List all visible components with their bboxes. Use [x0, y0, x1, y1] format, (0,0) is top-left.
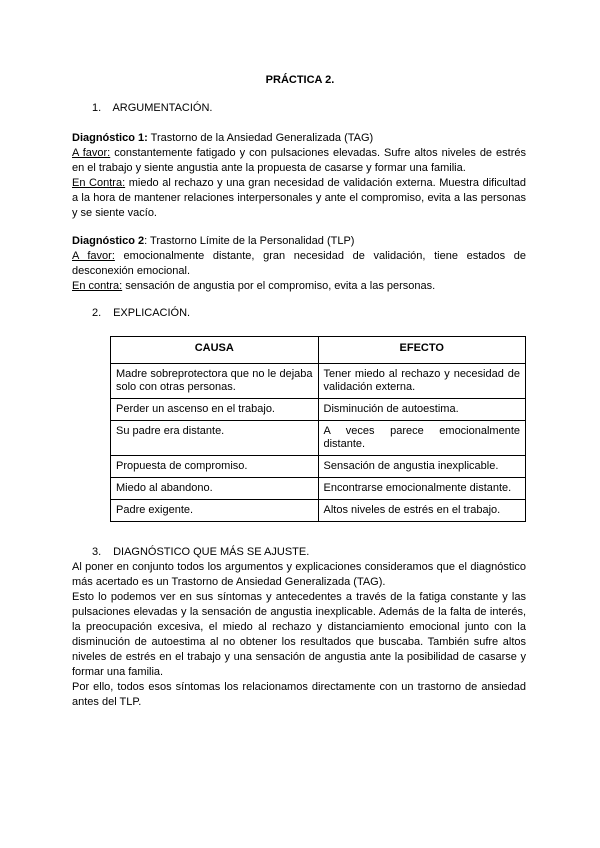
favor-label: A favor:	[72, 147, 111, 159]
diagnosis-1-name: Trastorno de la Ansiedad Generalizada (TAG)	[147, 132, 374, 144]
section-heading-explicacion	[92, 306, 190, 321]
cause-cell: Su padre era distante.	[111, 421, 319, 456]
section-title: ARGUMENTACIÓN.	[112, 102, 213, 114]
contra-text: sensación de angustia por el compromiso, evita a las personas.	[122, 280, 436, 292]
diagnosis-2-contra	[72, 279, 526, 294]
favor-text: constantemente fatigado y con pulsaciones elevadas. Sufre altos niveles de estrés en el trabajo y siente angustia ante la propuesta de casarse y formar una familia.	[72, 147, 527, 174]
table-row	[111, 478, 526, 500]
favor-label: A favor:	[72, 250, 115, 262]
section-heading-diagnostico	[92, 545, 309, 560]
cause-effect-table	[110, 336, 526, 522]
diagnosis-2-label: Diagnóstico 2	[72, 235, 145, 247]
conclusion-paragraph-3: Por ello, todos esos síntomas los relacionamos directamente con un trastorno de ansiedad antes del TLP.	[72, 681, 526, 708]
conclusion-paragraph-1: Al poner en conjunto todos los argumentos y explicaciones consideramos que el diagnóstico más acertado es un Trastorno de Ansiedad Generalizada (TAG).	[72, 561, 526, 588]
contra-text: miedo al rechazo y una gran necesidad de validación externa. Muestra dificultad a la hora de mantener relaciones interpersonales y ante el compromiso, evita a las personas y se siente vacío.	[72, 177, 526, 219]
section-heading-argumentacion	[92, 101, 212, 116]
column-header-efecto: EFECTO	[318, 337, 526, 364]
conclusion-paragraph-2: Esto lo podemos ver en sus síntomas y antecedentes a través de la fatiga constante y las pulsaciones elevadas y la sensación de angustia inexplicable. Además de la falta de interés, la preocupación excesiva, el miedo al rechazo y distanciamiento emocional junto con la disminución de autoestima al no obtener los resultados que buscaba. También sufre altos niveles de estrés en el trabajo y una sensación de angustia ante la posibilidad de casarse y formar una familia.	[72, 591, 526, 678]
effect-cell: Altos niveles de estrés en el trabajo.	[318, 500, 526, 522]
diagnosis-1-contra	[72, 176, 526, 221]
effect-cell: Tener miedo al rechazo y necesidad de validación externa.	[318, 364, 526, 399]
favor-text: emocionalmente distante, gran necesidad de validación, tiene estados de desconexión emocional.	[72, 250, 526, 277]
cause-cell: Perder un ascenso en el trabajo.	[111, 399, 319, 421]
cause-cell: Propuesta de compromiso.	[111, 456, 319, 478]
cause-cell: Padre exigente.	[111, 500, 319, 522]
column-header-causa: CAUSA	[111, 337, 319, 364]
table-row	[111, 456, 526, 478]
diagnosis-2	[72, 234, 526, 294]
section-title: DIAGNÓSTICO QUE MÁS SE AJUSTE.	[113, 546, 310, 558]
diagnosis-2-name: : Trastorno Límite de la Personalidad (TLP)	[144, 235, 355, 247]
diagnosis-1-label: Diagnóstico 1:	[72, 132, 148, 144]
diagnosis-1-favor	[72, 146, 526, 176]
effect-cell: Encontrarse emocionalmente distante.	[318, 478, 526, 500]
diagnosis-1-title	[72, 131, 526, 146]
effect-cell: Disminución de autoestima.	[318, 399, 526, 421]
page-title: PRÁCTICA 2.	[265, 74, 335, 86]
table-row	[111, 500, 526, 522]
diagnosis-2-favor	[72, 249, 526, 279]
diagnosis-2-title	[72, 234, 526, 249]
section-number: 1.	[92, 102, 102, 114]
section-number: 2.	[92, 307, 102, 319]
table-row	[111, 364, 526, 399]
effect-cell: Sensación de angustia inexplicable.	[318, 456, 526, 478]
table-header-row	[111, 337, 526, 364]
table-row	[111, 399, 526, 421]
section-number: 3.	[92, 546, 102, 558]
cause-cell: Madre sobreprotectora que no le dejaba solo con otras personas.	[111, 364, 319, 399]
table-row	[111, 421, 526, 456]
conclusion	[72, 560, 526, 710]
contra-label: En Contra:	[72, 177, 126, 189]
contra-label: En contra:	[72, 280, 123, 292]
cause-cell: Miedo al abandono.	[111, 478, 319, 500]
section-title: EXPLICACIÓN.	[113, 307, 191, 319]
effect-cell: A veces parece emocionalmente distante.	[318, 421, 526, 456]
diagnosis-1	[72, 131, 526, 221]
